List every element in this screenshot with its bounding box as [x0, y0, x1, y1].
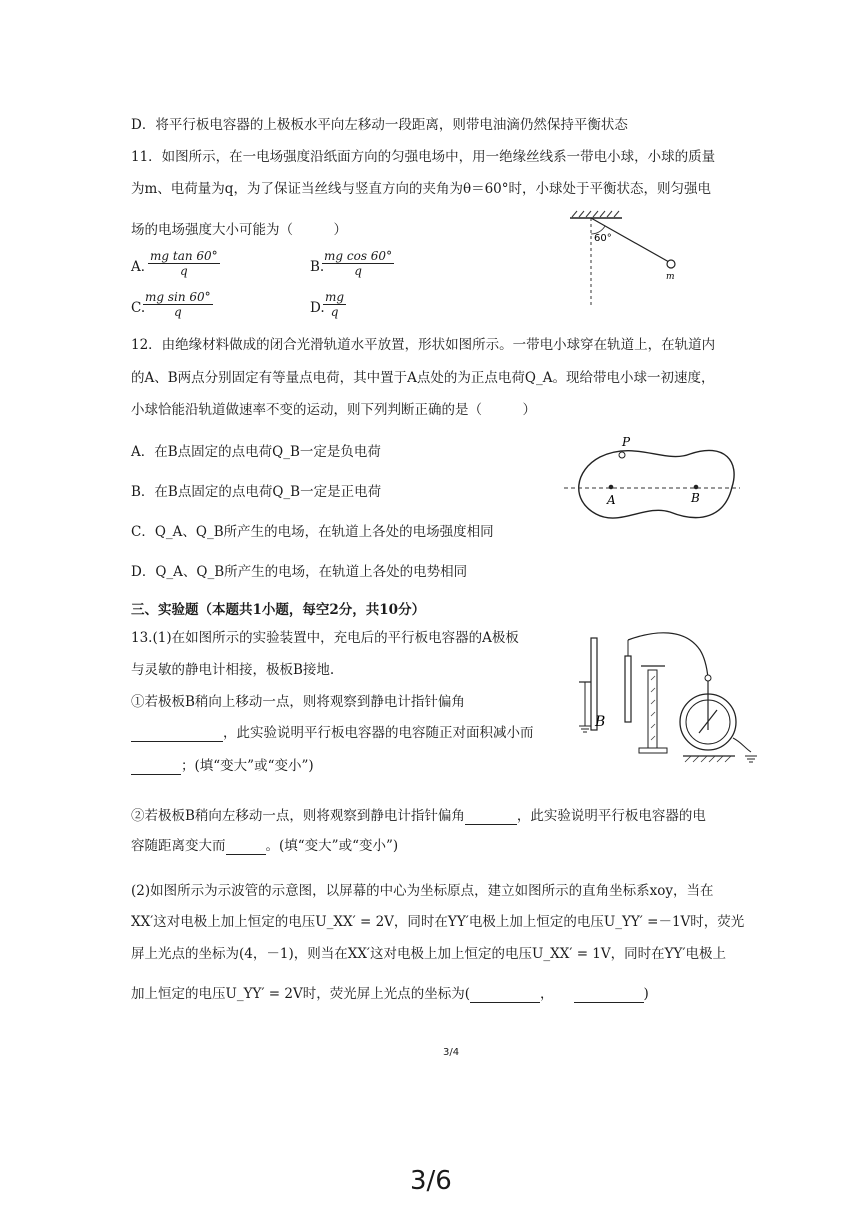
q11-stem-line2: 为m、电荷量为q，为了保证当丝线与竖直方向的夹角为θ＝60°时，小球处于平衡状态，则匀强电: [131, 181, 711, 197]
closed-track: [579, 450, 734, 518]
plate-b-label: B: [595, 714, 606, 730]
q13-part2-text: 加上恒定的电压U_YY′ = 2V时，荧光屏上光点的坐标为(: [131, 986, 471, 1002]
q13-sub1-hint: ；(填“变大”或“变小”): [181, 758, 314, 774]
q11-option-d-denominator: q: [330, 305, 339, 319]
point-a-label: A: [607, 493, 616, 507]
q11-option-a-denominator: q: [179, 264, 188, 278]
section-heading: 三、实验题（本题共1小题，每空2分，共10分）: [131, 602, 426, 618]
point-p-marker: [619, 452, 625, 458]
q13-stem-line2: 与灵敏的静电计相接，极板B接地.: [131, 662, 335, 678]
q11-option-c-label: C.: [131, 300, 146, 316]
q11-option-b-numerator: mg cos 60°: [324, 249, 393, 263]
q13-sub2-text-b: ，此实验说明平行板电容器的电: [516, 808, 706, 824]
q13-sub2-text-c: 容随距离变大而: [131, 838, 226, 854]
q10-option-d: D．将平行板电容器的上极板水平向左移动一段距离，则带电油滴仍然保持平衡状态: [131, 117, 628, 133]
q13-sub2-text-a: ②若极板B稍向左移动一点，则将观察到静电计指针偏角: [131, 808, 465, 824]
point-b-label: B: [691, 491, 700, 505]
answer-blank-y: [574, 988, 644, 1003]
q11-option-b-label: B.: [310, 259, 325, 275]
mass-label: m: [666, 272, 675, 282]
q13-part2-line2: XX′这对电极上加上恒定的电压U_XX′ = 2V，同时在YY′电极上加上恒定的电压U_YY′ =－1V时，荧光: [131, 914, 745, 930]
plate-a: [625, 656, 631, 722]
stand-base: [639, 748, 667, 753]
base-hatching: [685, 756, 731, 762]
q11-option-a-label: A．: [131, 259, 155, 275]
q11-pendulum-figure: [560, 208, 710, 310]
angle-label: 60°: [594, 233, 612, 244]
answer-blank-x: [470, 988, 540, 1003]
q11-option-c-fraction: [143, 290, 213, 319]
q13-sub1-line1: ①若极板B稍向上移动一点，则将观察到静电计指针偏角: [131, 694, 465, 710]
answer-blank: [131, 760, 181, 775]
footer-page-number: 3/6: [410, 1166, 452, 1196]
q12-option-b: B．在B点固定的点电荷Q_B一定是正电荷: [131, 484, 382, 500]
q11-option-c-denominator: q: [174, 305, 182, 319]
q11-stem-line3: 场的电场强度大小可能为（ ）: [131, 222, 347, 238]
ground-symbol-2: [745, 756, 757, 762]
q13-stem-line1: 13.(1)在如图所示的实验装置中，充电后的平行板电容器的A极板: [131, 630, 519, 646]
q13-sub1-line2: [131, 724, 534, 742]
q11-option-a-numerator: mg tan 60°: [150, 249, 218, 263]
q13-electrometer-figure: [575, 630, 765, 770]
q11-option-d-label: D.: [310, 300, 325, 316]
point-a-marker: [609, 485, 614, 490]
q13-part2-line1: (2)如图所示为示波管的示意图，以屏幕的中心为坐标原点，建立如图所示的直角坐标系xoy，当在: [131, 883, 714, 899]
q11-option-d-fraction: [323, 290, 346, 319]
q12-option-c: C．Q_A、Q_B所产生的电场，在轨道上各处的电场强度相同: [131, 524, 494, 540]
q13-part2-separator: ，: [540, 986, 554, 1002]
ground-symbol: [579, 726, 591, 732]
q12-option-d: D．Q_A、Q_B所产生的电场，在轨道上各处的电势相同: [131, 564, 468, 580]
ceiling-hatching: [572, 211, 619, 217]
answer-blank: [465, 810, 517, 825]
insulating-stand: [648, 670, 657, 748]
q13-sub2-line2: [131, 837, 398, 855]
inner-page-number: 3/4: [443, 1047, 460, 1058]
q12-stem-line3: 小球恰能沿轨道做速率不变的运动，则下列判断正确的是（ ）: [131, 402, 536, 418]
q13-part2-close: ): [643, 986, 649, 1002]
q12-option-a: A．在B点固定的点电荷Q_B一定是负电荷: [131, 444, 381, 460]
q11-option-b-denominator: q: [354, 264, 362, 278]
q13-part2-line3: 屏上光点的坐标为(4，－1)，则当在XX′这对电极上加上恒定的电压U_XX′ = 1V，同时在YY′电极上: [131, 946, 727, 962]
q11-option-b-fraction: [322, 249, 394, 278]
point-p-label: P: [622, 435, 631, 449]
q13-sub1-text: ，此实验说明平行板电容器的电容随正对面积减小而: [223, 725, 534, 741]
answer-blank: [226, 840, 266, 855]
connecting-wire: [628, 633, 708, 678]
q12-track-figure: [560, 432, 750, 530]
q12-stem-line2: 的A、B两点分别固定有等量点电荷，其中置于A点处的为正点电荷Q_A。现给带电小球一初速度，: [131, 370, 715, 386]
q12-stem-line1: 12．由绝缘材料做成的闭合光滑轨道水平放置，形状如图所示。一带电小球穿在轨道上，在轨道内: [131, 337, 716, 353]
q11-option-c-numerator: mg sin 60°: [145, 290, 211, 304]
electrometer-knob: [705, 675, 711, 681]
q11-stem-line1: 11．如图所示，在一电场强度沿纸面方向的匀强电场中，用一绝缘丝线系一带电小球，小球的质量: [131, 149, 716, 165]
q13-sub1-line3: [131, 757, 314, 775]
point-b-marker: [694, 485, 699, 490]
q13-part2-line4: [131, 985, 649, 1003]
q13-sub2-text-d: 。(填“变大”或“变小”): [265, 838, 399, 854]
answer-blank: [131, 727, 223, 742]
q11-option-a-fraction: [148, 249, 220, 278]
ball: [667, 260, 675, 268]
q11-option-d-numerator: mg: [325, 290, 345, 304]
q13-sub2-line1: [131, 807, 706, 825]
ground-lead: [733, 738, 751, 752]
